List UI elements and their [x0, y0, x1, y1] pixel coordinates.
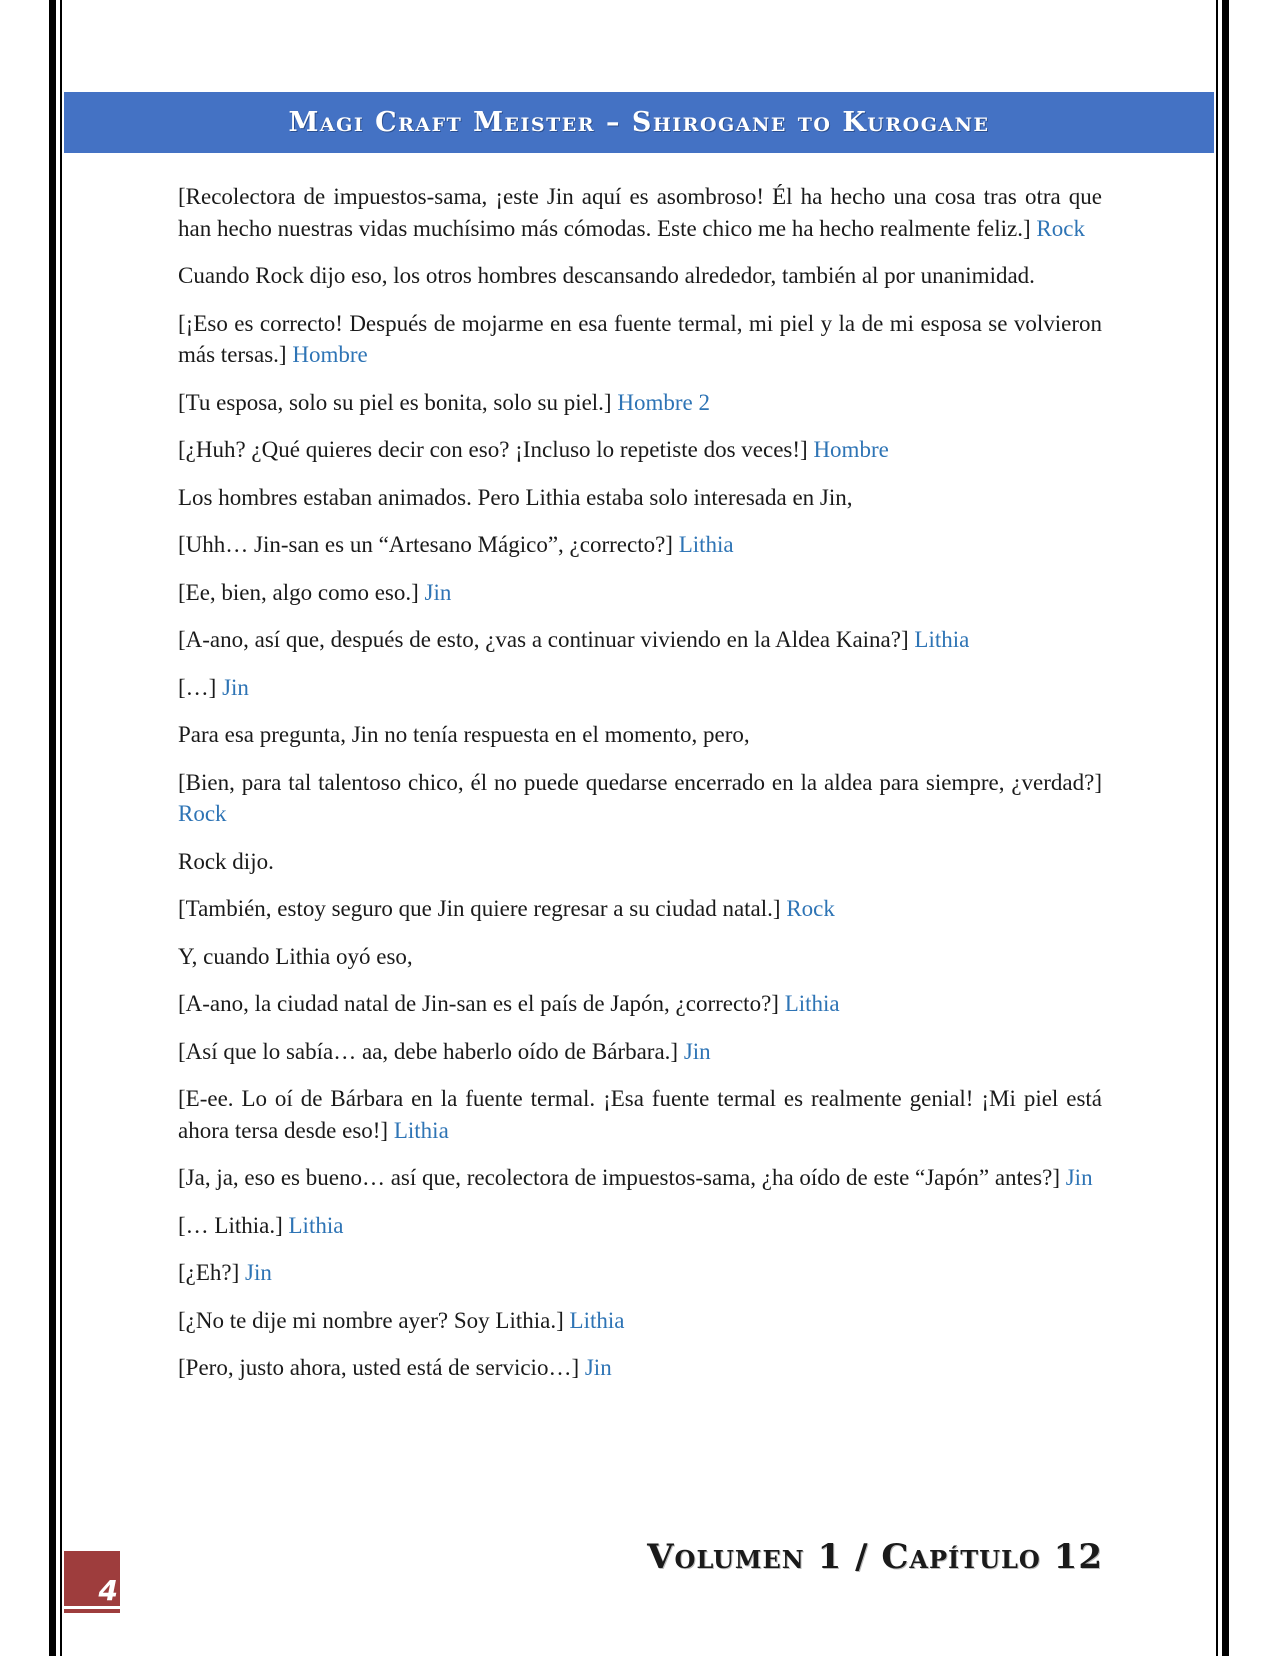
paragraph [178, 434, 1102, 466]
paragraph-text: Para esa pregunta, Jin no tenía respuesta en el momento, pero, [178, 722, 750, 747]
paragraph-text: [¿Eh?] [178, 1260, 240, 1285]
speaker-name: Jin [1065, 1165, 1093, 1190]
header-bar [64, 92, 1214, 153]
paragraph [178, 482, 1102, 514]
paragraph [178, 893, 1102, 925]
page-content [178, 181, 1102, 1400]
paragraph-text: [¿Huh? ¿Qué quieres decir con eso? ¡Incluso lo repetiste dos veces!] [178, 437, 808, 462]
paragraph-text: [Ee, bien, algo como eso.] [178, 579, 419, 605]
paragraph [178, 1352, 1102, 1384]
paragraph-text: [También, estoy seguro que Jin quiere regresar a su ciudad natal.] [178, 896, 781, 921]
paragraph-text: [Tu esposa, solo su piel es bonita, solo su piel.] [178, 389, 612, 415]
speaker-name: Lithia [288, 1212, 344, 1238]
speaker-name: Hombre 2 [617, 389, 710, 415]
paragraph-text: [Pero, justo ahora, usted está de servicio…] [178, 1355, 580, 1380]
paragraph [178, 1083, 1102, 1146]
paragraph [178, 767, 1102, 830]
paragraph-text: [Uhh… Jin-san es un “Artesano Mágico”, ¿correcto?] [178, 532, 673, 557]
paragraph-text: [¿No te dije mi nombre ayer? Soy Lithia.] [178, 1307, 564, 1333]
speaker-name: Rock [1036, 215, 1085, 241]
paragraph [178, 308, 1102, 371]
speaker-name: Lithia [914, 627, 970, 652]
speaker-name: Lithia [678, 532, 734, 557]
speaker-name: Hombre [813, 437, 889, 462]
paragraph-text: [Ja, ja, eso es bueno… así que, recolectora de impuestos-sama, ¿ha oído de este “Japón” antes?] [178, 1165, 1060, 1190]
paragraph [178, 387, 1102, 419]
header-title: Magi Craft Meister – Shirogane to Kurogane [288, 107, 990, 138]
speaker-name: Jin [584, 1355, 612, 1380]
paragraph-text: [A-ano, así que, después de esto, ¿vas a continuar viviendo en la Aldea Kaina?] [178, 627, 909, 652]
page-border-left-outer [49, 0, 56, 1656]
paragraph-text: [¡Eso es correcto! Después de mojarme en esa fuente termal, mi piel y la de mi esposa se volvieron más tersas.] [178, 310, 1102, 367]
speaker-name: Jin [424, 579, 452, 605]
paragraph [178, 529, 1102, 561]
paragraph-text: [Bien, para tal talentoso chico, él no puede quedarse encerrado en la aldea para siempre, ¿verdad?] [178, 769, 1102, 795]
paragraph-text: Rock dijo. [178, 848, 274, 874]
paragraph-text: Los hombres estaban animados. Pero Lithia estaba solo interesada en Jin, [178, 484, 853, 510]
paragraph [178, 719, 1102, 751]
speaker-name: Lithia [569, 1307, 625, 1333]
chapter-title: Volumen 1 / Capítulo 12 [647, 1537, 1103, 1577]
speaker-name: Lithia [393, 1117, 449, 1143]
paragraph-text: [… Lithia.] [178, 1212, 283, 1238]
page-number: 4 [98, 1574, 118, 1607]
speaker-name: Jin [683, 1038, 711, 1064]
paragraph [178, 1036, 1102, 1068]
paragraph [178, 1162, 1102, 1194]
paragraph [178, 577, 1102, 609]
speaker-name: Lithia [784, 991, 840, 1016]
paragraph [178, 181, 1102, 244]
page-border-right-outer [1222, 0, 1229, 1656]
paragraph [178, 672, 1102, 704]
paragraph-text: […] [178, 674, 217, 700]
speaker-name: Rock [178, 801, 227, 826]
paragraph-text: [Recolectora de impuestos-sama, ¡este Jin aquí es asombroso! Él ha hecho una cosa tras otra que han hecho nuestras vidas muchísimo más cómodas. Este chico me ha hecho realmente feliz.] [178, 184, 1102, 241]
speaker-name: Jin [245, 1260, 272, 1285]
paragraph [178, 1210, 1102, 1242]
paragraph [178, 1305, 1102, 1337]
paragraph-text: Y, cuando Lithia oyó eso, [178, 943, 413, 969]
paragraph [178, 988, 1102, 1020]
speaker-name: Hombre [292, 342, 368, 367]
paragraph-text: [A-ano, la ciudad natal de Jin-san es el país de Japón, ¿correcto?] [178, 991, 779, 1016]
page-border-right-inner [1216, 0, 1218, 1656]
paragraph-text: [Así que lo sabía… aa, debe haberlo oído de Bárbara.] [178, 1038, 679, 1064]
paragraph [178, 260, 1102, 292]
paragraph-text: [E-ee. Lo oí de Bárbara en la fuente termal. ¡Esa fuente termal es realmente genial! ¡Mi piel está ahora tersa desde eso!] [178, 1086, 1102, 1143]
paragraph [178, 941, 1102, 973]
paragraph [178, 624, 1102, 656]
paragraph-text: Cuando Rock dijo eso, los otros hombres descansando alrededor, también al por unanimidad. [178, 263, 1035, 288]
paragraph [178, 1257, 1102, 1289]
paragraph [178, 846, 1102, 878]
page-border-left-inner [60, 0, 62, 1656]
speaker-name: Jin [222, 674, 249, 700]
speaker-name: Rock [786, 896, 835, 921]
